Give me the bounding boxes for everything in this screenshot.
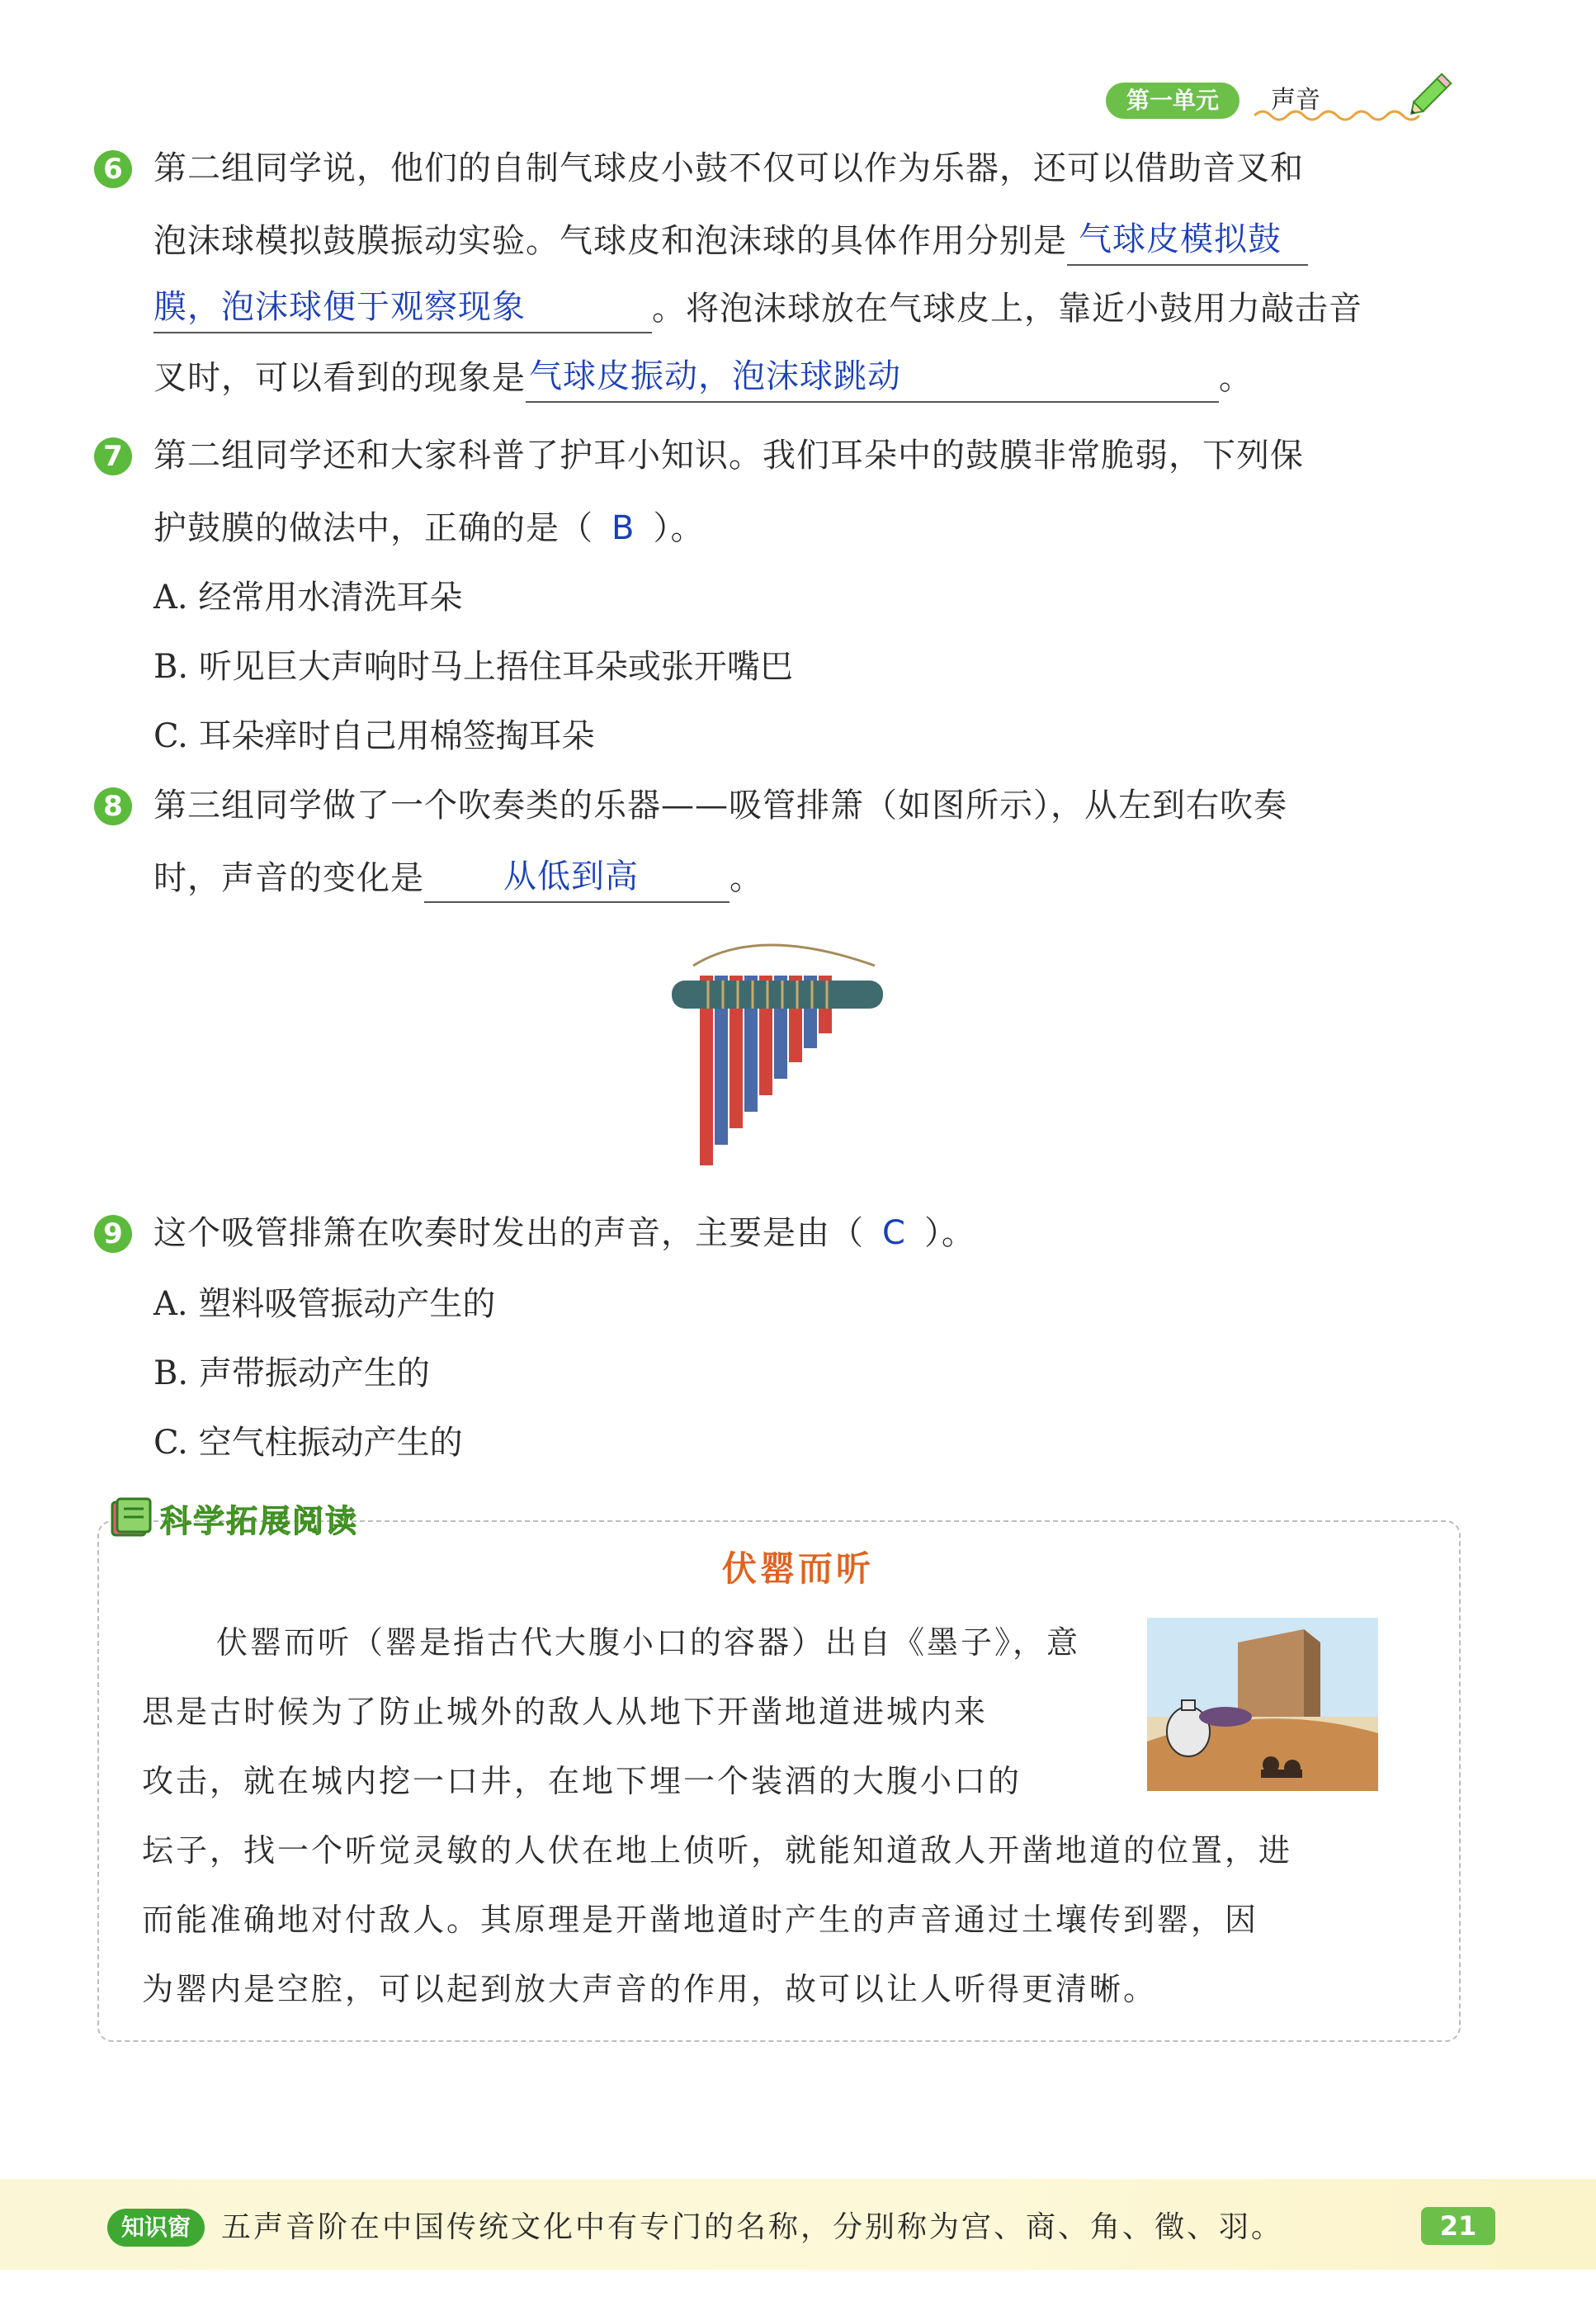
question-7-number: 7 [94,437,132,475]
q6-blank1-part1[interactable] [1067,218,1308,266]
article-line-6: 为罂内是空腔，可以起到放大声音的作用，故可以让人听得更清晰。 [142,1971,1158,2007]
ancient-city-wall-illustration [1147,1618,1378,1791]
question-8-number: 8 [94,787,132,825]
q7-line2-end: ）。 [653,509,705,547]
q8-answer: 从低到高 [503,858,639,896]
q6-answer1-part2: 膜，泡沫球便于观察现象 [153,288,526,326]
pencil-icon [1403,64,1461,122]
q9-line1-end: ）。 [923,1214,975,1252]
q7-line2 [153,505,704,551]
q9-answer[interactable]: C [882,1214,906,1252]
q7-option-a: A. 经常用水清洗耳朵 [153,579,463,617]
q7-line2-text: 护鼓膜的做法中，正确的是（ [153,509,593,547]
q6-answer2: 气球皮振动，泡沫球跳动 [529,357,901,395]
q9-line1 [153,1210,975,1256]
article-line-2: 思是古时候为了防止城外的敌人从地下开凿地道进城内来 [142,1694,989,1730]
question-6-number: 6 [94,150,132,188]
q6-line1: 第二组同学说，他们的自制气球皮小鼓不仅可以作为乐器，还可以借助音叉和 [153,149,1304,187]
q7-line1: 第二组同学还和大家科普了护耳小知识。我们耳朵中的鼓膜非常脆弱，下列保 [153,437,1304,475]
q8-line2 [153,855,763,903]
straw-panpipe-illustration [660,933,908,1180]
knowledge-window-text: 五声音阶在中国传统文化中有专门的名称，分别称为宫、商、角、徵、羽。 [221,2210,1284,2244]
article-line-3: 攻击，就在城内挖一口井，在地下埋一个装酒的大腹小口的 [142,1763,1022,1799]
q6-line3-text: 。将泡沫球放在气球皮上，靠近小鼓用力敲击音 [652,290,1362,328]
q7-option-c: C. 耳朵痒时自己用棉签掏耳朵 [153,717,595,755]
q8-blank[interactable] [424,855,730,903]
q8-line2-text: 时，声音的变化是 [153,859,424,897]
question-9-number: 9 [94,1215,132,1253]
article-line-5: 而能准确地对付敌人。其原理是开凿地道时产生的声音通过土壤传到罂，因 [142,1902,1259,1938]
article-line-4: 坛子，找一个听觉灵敏的人伏在地上侦听，就能知道敌人开凿地道的位置，进 [142,1832,1293,1869]
q9-option-c: C. 空气柱振动产生的 [153,1424,463,1462]
reading-section-title: 科学拓展阅读 [160,1503,359,1539]
q6-line4-end: 。 [1219,359,1253,397]
wavy-underline-decoration [1254,107,1419,124]
q7-answer[interactable]: B [611,509,635,547]
q6-line2 [153,218,1308,266]
q6-line2-text: 泡沫球模拟鼓膜振动实验。气球皮和泡沫球的具体作用分别是 [153,222,1067,260]
q6-blank2[interactable] [526,355,1219,403]
unit-topic: 声音 [1271,86,1320,115]
book-icon [107,1496,155,1540]
q7-option-b: B. 听见巨大声响时马上捂住耳朵或张开嘴巴 [153,648,793,686]
q9-line1-text: 这个吸管排箫在吹奏时发出的声音，主要是由（ [153,1214,864,1252]
unit-tag: 第一单元 [1106,83,1239,119]
q6-line4-text: 叉时，可以看到的现象是 [153,359,526,397]
article-line-1: 伏罂而听（罂是指古代大腹小口的容器）出自《墨子》，意 [216,1624,1081,1661]
q6-line4 [153,355,1253,403]
knowledge-window-badge: 知识窗 [107,2209,205,2247]
q6-answer1-part1: 气球皮模拟鼓 [1079,220,1282,258]
page-number: 21 [1421,2207,1495,2245]
article-title: 伏罂而听 [721,1548,874,1589]
q6-blank1-part2[interactable] [153,286,652,333]
q9-option-a: A. 塑料吸管振动产生的 [153,1285,496,1323]
q8-line2-end: 。 [730,859,763,897]
q6-line3 [153,286,1362,333]
q8-line1: 第三组同学做了一个吹奏类的乐器——吸管排箫（如图所示），从左到右吹奏 [153,787,1287,825]
q9-option-b: B. 声带振动产生的 [153,1354,430,1392]
